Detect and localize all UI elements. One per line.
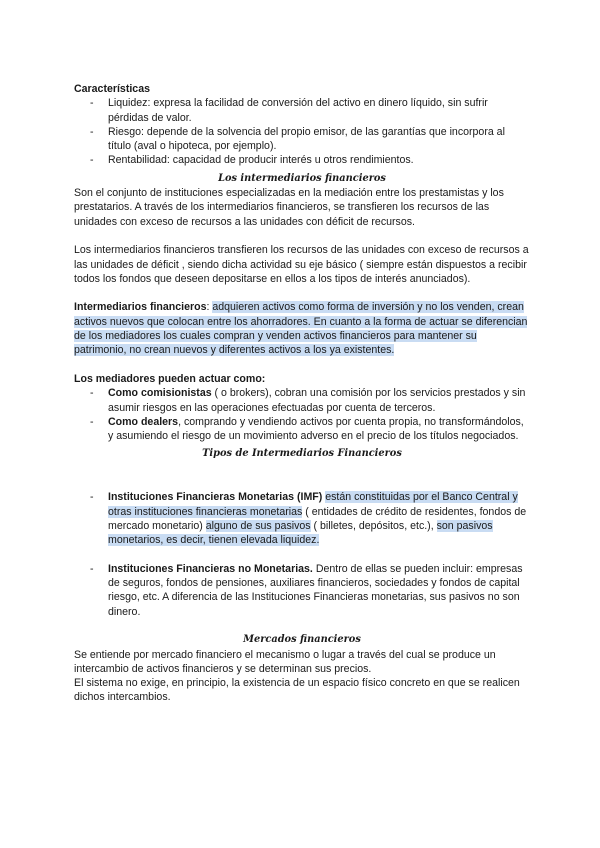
definition-label: Intermediarios financieros xyxy=(74,301,207,314)
mediadores-list xyxy=(74,386,530,443)
list-item: - Como comisionistas ( o brokers), cobran una comisión por los servicios prestados y sin asumir riesgos en las operaciones efectuadas por cuenta de terceros. xyxy=(90,387,526,414)
list-item: - Como dealers, comprando y vendiendo activos por cuenta propia, no transformándolos, y asumiendo el riesgo de un movimiento adverso en el precio de los títulos negociados. xyxy=(90,415,524,443)
bullet-dash: - xyxy=(90,97,94,110)
intermediarios-definition: Intermediarios financieros: adquieren activos como forma de inversión y no los venden, crean activos nuevos que colocan entre los ahorradores. En cuanto a la forma de actuar se diferencian de los mediadores los cuales compran y venden activos financieros para mantener su patrimonio, no crean nuevos y diferentes activos a los ya existentes. xyxy=(74,301,528,357)
bullet-dash: - xyxy=(90,415,94,428)
tipos-list xyxy=(74,490,530,547)
highlighted-text: alguno de sus pasivos xyxy=(205,519,311,532)
bullet-dash: - xyxy=(90,125,94,138)
mercados-paragraph-1: Se entiende por mercado financiero el mecanismo o lugar a través del cual se produce un intercambio de activos financieros y se determinan sus precios. xyxy=(74,648,496,675)
bullet-dash: - xyxy=(90,562,94,575)
list-item: - Instituciones Financieras Monetarias (IMF) están constituidas por el Banco Central y otras instituciones financieras monetarias ( entidades de crédito de residentes, fondos de mercado monetario) alguno de sus pasivos ( billetes, depósitos, etc.), son pasivos monetarios, es decir, tienen elevada liquidez. xyxy=(90,491,527,547)
document-page xyxy=(74,82,530,705)
tipos-heading: Tipos de Intermediarios Financieros xyxy=(202,448,402,460)
intermediarios-paragraph-2: Los intermediarios financieros transfieren los recursos de las unidades con exceso de recursos a las unidades de déficit , siendo dicha actividad su eje básico ( siempre están dispuestos a recibir todos los fondos que deseen depositarse en ellos a los tipos de interés anunciados). xyxy=(74,244,529,285)
list-item: - Liquidez: expresa la facilidad de conversión del activo en dinero líquido, sin sufrir pérdidas de valor. xyxy=(90,97,488,124)
highlighted-text: están constituidas por el Banco Central y otras instituciones financieras monetarias xyxy=(108,491,518,518)
list-item: - Instituciones Financieras no Monetarias. Dentro de ellas se pueden incluir: empresas de seguros, fondos de pensiones, auxiliares financieros, sociedades y fondos de capital riesgo, etc. A diferencia de las Instituciones Financieras monetarias, sus pasivos no son dinero. xyxy=(90,562,523,618)
intermediarios-paragraph-1: Son el conjunto de instituciones especializadas en la mediación entre los prestamistas y los prestatarios. A través de los intermediarios financieros, se transfieren los recursos de las unidades con exceso de recursos a las unidades con déficit de recursos. xyxy=(74,187,504,228)
mediadores-title: Los mediadores pueden actuar como: xyxy=(74,372,266,385)
caracteristicas-title: Características xyxy=(74,83,150,95)
bullet-dash: - xyxy=(90,154,94,167)
list-item: - Rentabilidad: capacidad de producir interés u otros rendimientos. xyxy=(90,154,414,167)
caracteristicas-list xyxy=(74,96,530,167)
highlighted-text: son pasivos monetarios, es decir, tienen elevada liquidez. xyxy=(108,519,493,547)
tipos-list-2 xyxy=(74,562,530,619)
highlighted-text: adquieren activos como forma de inversión y no los venden, crean activos nuevos que colocan entre los ahorradores. En cuanto a la forma de actuar se diferencian de los mediadores los cuales compran y venden activos financieros para mantener su patrimonio, no crean nuevos y diferentes activos a los ya existentes. xyxy=(74,301,528,357)
mercados-paragraph-2: El sistema no exige, en principio, la existencia de un espacio físico concreto en que se realicen dichos intercambios. xyxy=(74,677,520,704)
list-item: - Riesgo: depende de la solvencia del propio emisor, de las garantías que incorpora al título (aval o hipoteca, por ejemplo). xyxy=(90,125,505,153)
bullet-dash: - xyxy=(90,491,94,504)
intermediarios-heading: Los intermediarios financieros xyxy=(218,172,386,184)
bullet-dash: - xyxy=(90,387,94,400)
mercados-heading: Mercados financieros xyxy=(243,634,361,646)
